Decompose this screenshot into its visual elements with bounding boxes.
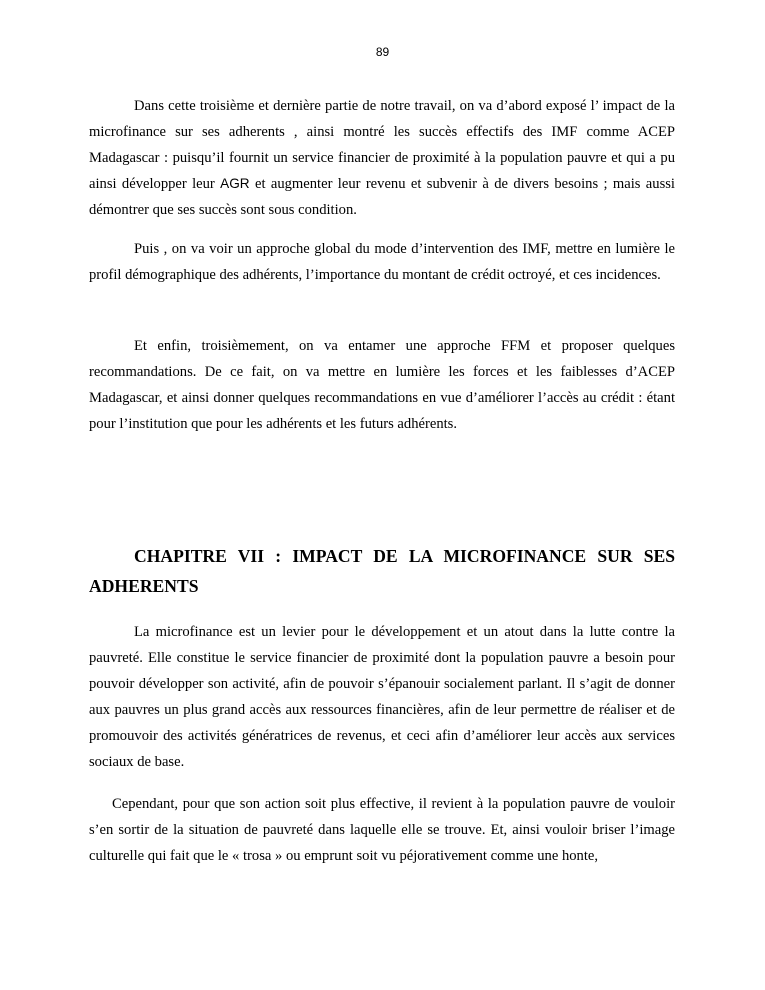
intro-paragraph-3: Et enfin, troisièmement, on va entamer une approche FFM et proposer quelques recommandations. De ce fait, on va mettre en lumière les forces et les faiblesses d’ACEP Madagascar, et ainsi donner quelques recommandations en vue d’améliorer l’accès au crédit : étant pour l’institution que pour les adhérents et les futurs adhérents.	[89, 338, 675, 432]
page-number: 89	[375, 45, 390, 59]
intro-paragraph-1-part-2: et augmenter leur revenu et subvenir à de divers besoins ; mais aussi démontrer que ses succès sont sous condition.	[89, 176, 675, 218]
agr-acronym: AGR	[220, 176, 250, 191]
chapter-paragraph-2: Cependant, pour que son action soit plus effective, il revient à la population pauvre de vouloir s’en sortir de la situation de pauvreté dans laquelle elle se trouve. Et, ainsi vouloir briser l’image culturelle qui fait que le « trosa » ou emprunt soit vu péjorativement comme une honte,	[89, 796, 675, 864]
chapter-paragraph-1: La microfinance est un levier pour le développement et un atout dans la lutte contre la pauvreté. Elle constitue le service financier de proximité dont la population pauvre a besoin pour pouvoir développer son activité, afin de pouvoir s’épanouir socialement parlant. Il s’agit de donner aux pauvres un plus grand accès aux ressources financières, afin de leur permettre de réaliser et de promouvoir des activités génératrices de revenus, et ceci afin d’améliorer leur accès aux services sociaux de base.	[89, 624, 675, 770]
intro-paragraph-1	[89, 93, 675, 223]
intro-paragraph-1-part-1: Dans cette troisième et dernière partie de notre travail, on va d’abord exposé l’ impact de la microfinance sur ses adherents , ainsi montré les succès effectifs des IMF comme ACEP Madagascar : puisqu’il fournit un service financier de proximité à la population pauvre et qui a pu ainsi développer leur	[89, 98, 675, 192]
intro-paragraph-2: Puis , on va voir un approche global du mode d’intervention des IMF, mettre en lumière le profil démographique des adhérents, l’importance du montant de crédit octroyé, et ces incidences.	[89, 241, 675, 283]
chapter-title: CHAPITRE VII : IMPACT DE LA MICROFINANCE SUR SES ADHERENTS	[89, 546, 675, 596]
